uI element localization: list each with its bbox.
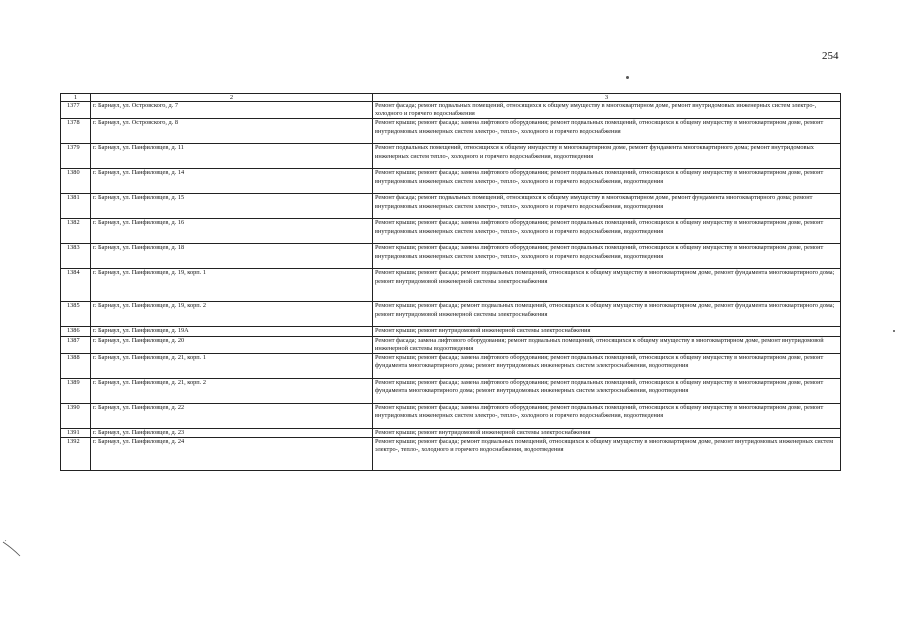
row-address: г. Барнаул, ул. Панфиловцев, д. 16 [91, 219, 373, 244]
row-address: г. Барнаул, ул. Островского, д. 8 [91, 119, 373, 144]
row-number: 1382 [61, 219, 91, 244]
row-works: Ремонт фасада; ремонт подвальных помещений, относящихся к общему имуществу в многоквартирном доме, ремонт фундамента многоквартирного дома; ремонт внутридомовых инженерных систем электро-, тепло-, холодного и горячего водоснабжения, водоотведения [373, 194, 841, 219]
table-header-row [61, 94, 841, 102]
row-works: Ремонт подвальных помещений, относящихся к общему имуществу в многоквартирном доме, ремонт фундамента многоквартирного дома; ремонт внутридомовых инженерных систем тепло-, холодного и горячего водоснабжения, водоотведения [373, 144, 841, 169]
row-works: Ремонт крыши; ремонт фасада; замена лифтового оборудования; ремонт подвальных помещений, относящихся к общему имуществу в многоквартирном доме, ремонт внутридомовых инженерных систем электро-, тепло-, холодного и горячего водоснабжения [373, 119, 841, 144]
row-works: Ремонт крыши; ремонт фасада; замена лифтового оборудования; ремонт подвальных помещений, относящихся к общему имуществу в многоквартирном доме, ремонт фундамента многоквартирного дома; ремонт внутридомовых инженерных систем электроснабжения, водоотведения [373, 379, 841, 404]
row-number: 1381 [61, 194, 91, 219]
row-address: г. Барнаул, ул. Панфиловцев, д. 11 [91, 144, 373, 169]
row-number: 1385 [61, 302, 91, 327]
row-number: 1383 [61, 244, 91, 269]
table-row [61, 102, 841, 119]
row-number: 1392 [61, 438, 91, 471]
row-number: 1378 [61, 119, 91, 144]
row-works: Ремонт крыши; ремонт внутридомовой инженерной системы электроснабжения [373, 327, 841, 336]
table-row [61, 438, 841, 471]
row-number: 1377 [61, 102, 91, 119]
page-number: 254 [822, 50, 839, 62]
row-address: г. Барнаул, ул. Панфиловцев, д. 19, корп. 2 [91, 302, 373, 327]
row-works: Ремонт крыши; ремонт фасада; ремонт подвальных помещений, относящихся к общему имуществу в многоквартирном доме, ремонт внутридомовых инженерных систем электро-, тепло-, холодного и горячего водоснабжения, водоотведения [373, 438, 841, 471]
row-works: Ремонт крыши; ремонт фасада; замена лифтового оборудования; ремонт подвальных помещений, относящихся к общему имуществу в многоквартирном доме, ремонт внутридомовых инженерных систем электро-, тепло-, холодного и горячего водоснабжения, водоотведения [373, 404, 841, 429]
row-number: 1390 [61, 404, 91, 429]
header-cell: 1 [61, 94, 91, 102]
scan-speck [626, 76, 629, 79]
table-row [61, 354, 841, 379]
row-works: Ремонт крыши; ремонт фасада; замена лифтового оборудования; ремонт подвальных помещений, относящихся к общему имуществу в многоквартирном доме, ремонт внутридомовых инженерных систем электро-, тепло-, холодного и горячего водоснабжения, водоотведения [373, 219, 841, 244]
row-address: г. Барнаул, ул. Панфиловцев, д. 22 [91, 404, 373, 429]
table-row [61, 244, 841, 269]
table-row [61, 429, 841, 438]
table-row [61, 119, 841, 144]
row-address: г. Барнаул, ул. Панфиловцев, д. 21, корп. 2 [91, 379, 373, 404]
table-row [61, 194, 841, 219]
row-address: г. Барнаул, ул. Островского, д. 7 [91, 102, 373, 119]
row-works: Ремонт фасада; ремонт подвальных помещений, относящихся к общему имуществу в многоквартирном доме, ремонт внутридомовых инженерных систем электро-, холодного и горячего водоснабжения [373, 102, 841, 119]
row-number: 1386 [61, 327, 91, 336]
row-works: Ремонт крыши; ремонт фасада; ремонт подвальных помещений, относящихся к общему имуществу в многоквартирном доме, ремонт фундамента многоквартирного дома; ремонт внутридомовой инженерной системы электроснабжения [373, 269, 841, 302]
table-row [61, 269, 841, 302]
row-address: г. Барнаул, ул. Панфиловцев, д. 20 [91, 336, 373, 353]
row-works: Ремонт крыши; ремонт фасада; замена лифтового оборудования; ремонт подвальных помещений, относящихся к общему имуществу в многоквартирном доме, ремонт внутридомовых инженерных систем электро-, тепло-, холодного и горячего водоснабжения, водоотведения [373, 244, 841, 269]
row-address: г. Барнаул, ул. Панфиловцев, д. 23 [91, 429, 373, 438]
row-number: 1387 [61, 336, 91, 353]
row-address: г. Барнаул, ул. Панфиловцев, д. 19А [91, 327, 373, 336]
table-row [61, 327, 841, 336]
row-address: г. Барнаул, ул. Панфиловцев, д. 24 [91, 438, 373, 471]
row-address: г. Барнаул, ул. Панфиловцев, д. 18 [91, 244, 373, 269]
table-row [61, 302, 841, 327]
row-address: г. Барнаул, ул. Панфиловцев, д. 19, корп. 1 [91, 269, 373, 302]
row-number: 1388 [61, 354, 91, 379]
table-row [61, 336, 841, 353]
row-number: 1391 [61, 429, 91, 438]
row-number: 1384 [61, 269, 91, 302]
scan-speck [893, 330, 895, 332]
row-address: г. Барнаул, ул. Панфиловцев, д. 14 [91, 169, 373, 194]
row-address: г. Барнаул, ул. Панфиловцев, д. 15 [91, 194, 373, 219]
row-works: Ремонт крыши; ремонт фасада; ремонт подвальных помещений, относящихся к общему имуществу в многоквартирном доме, ремонт фундамента многоквартирного дома; ремонт внутридомовой инженерной системы электроснабжения [373, 302, 841, 327]
row-works: Ремонт крыши; ремонт внутридомовой инженерной системы электроснабжения [373, 429, 841, 438]
row-number: 1379 [61, 144, 91, 169]
row-number: 1389 [61, 379, 91, 404]
table-row [61, 219, 841, 244]
row-works: Ремонт фасада; замена лифтового оборудования; ремонт подвальных помещений, относящихся к общему имуществу в многоквартирном доме, ремонт внутридомовой инженерной системы водоотведения [373, 336, 841, 353]
row-address: г. Барнаул, ул. Панфиловцев, д. 21, корп. 1 [91, 354, 373, 379]
repair-list-table [60, 93, 841, 471]
table-row [61, 144, 841, 169]
table-row [61, 404, 841, 429]
row-works: Ремонт крыши; ремонт фасада; замена лифтового оборудования; ремонт подвальных помещений, относящихся к общему имуществу в многоквартирном доме, ремонт внутридомовых инженерных систем электро-, тепло-, холодного и горячего водоснабжения, водоотведения [373, 169, 841, 194]
header-cell: 2 [91, 94, 373, 102]
table-row [61, 169, 841, 194]
row-number: 1380 [61, 169, 91, 194]
header-cell: 3 [373, 94, 841, 102]
scan-mark [2, 540, 22, 558]
table-row [61, 379, 841, 404]
row-works: Ремонт крыши; ремонт фасада; замена лифтового оборудования; ремонт подвальных помещений, относящихся к общему имуществу в многоквартирном доме, ремонт фундамента многоквартирного дома; ремонт внутридомовых инженерных систем электроснабжения, водоотведения [373, 354, 841, 379]
